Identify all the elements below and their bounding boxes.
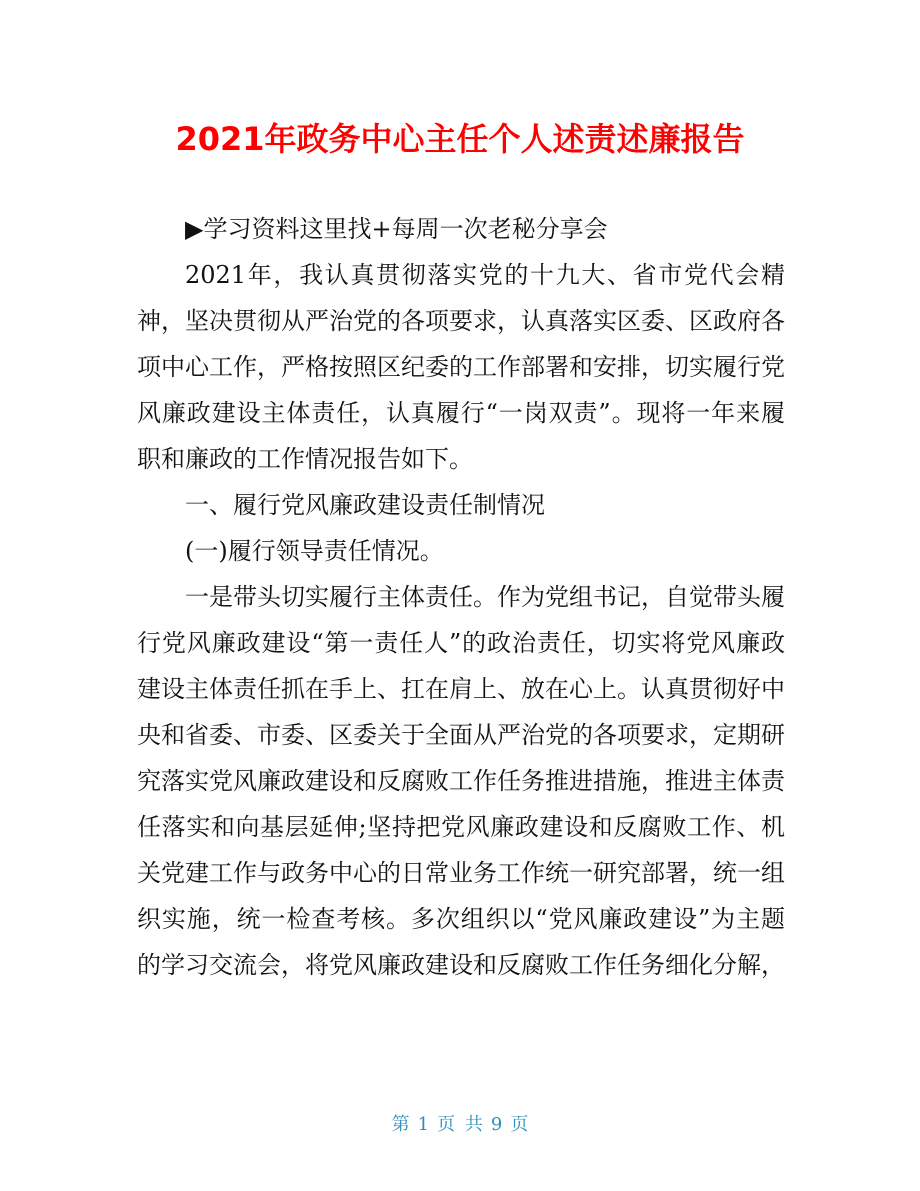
footer-total: 9 [490, 1114, 503, 1135]
paragraph-opening: 2021年，我认真贯彻落实党的十九大、省市党代会精神，坚决贯彻从严治党的各项要求，认真落实区委、区政府各项中心工作，严格按照区纪委的工作部署和安排，切实履行党风廉政建设主体责任，认真履行“一岗双责”。现将一年来履职和廉政的工作情况报告如下。 [137, 261, 785, 473]
paragraph-intro-link: ▶学习资料这里找+每周一次老秘分享会 [185, 215, 608, 243]
section-heading: 一、履行党风廉政建设责任制情况 [185, 491, 545, 519]
paragraph-body: 一是带头切实履行主体责任。作为党组书记，自觉带头履行党风廉政建设“第一责任人”的政治责任，切实将党风廉政建设主体责任抓在手上、扛在肩上、放在心上。认真贯彻好中央和省委、市委、区委关于全面从严治党的各项要求，定期研究落实党风廉政建设和反腐败工作任务推进措施，推进主体责任落实和向基层延伸;坚持把党风廉政建设和反腐败工作、机关党建工作与政务中心的日常业务工作统一研究部署，统一组织实施，统一检查考核。多次组织以“党风廉政建设”为主题的学习交流会，将党风廉政建设和反腐败工作任务细化分解， [137, 583, 785, 979]
page-number-footer [0, 1113, 920, 1137]
document-title: 2021年政务中心主任个人述责述廉报告 [175, 120, 745, 158]
document-body [137, 206, 785, 988]
footer-suffix: 页 [510, 1114, 529, 1135]
footer-page: 1 [417, 1114, 430, 1135]
subsection-heading: (一)履行领导责任情况。 [185, 537, 444, 565]
footer-middle: 页 共 [437, 1114, 483, 1135]
footer-prefix: 第 [391, 1114, 410, 1135]
